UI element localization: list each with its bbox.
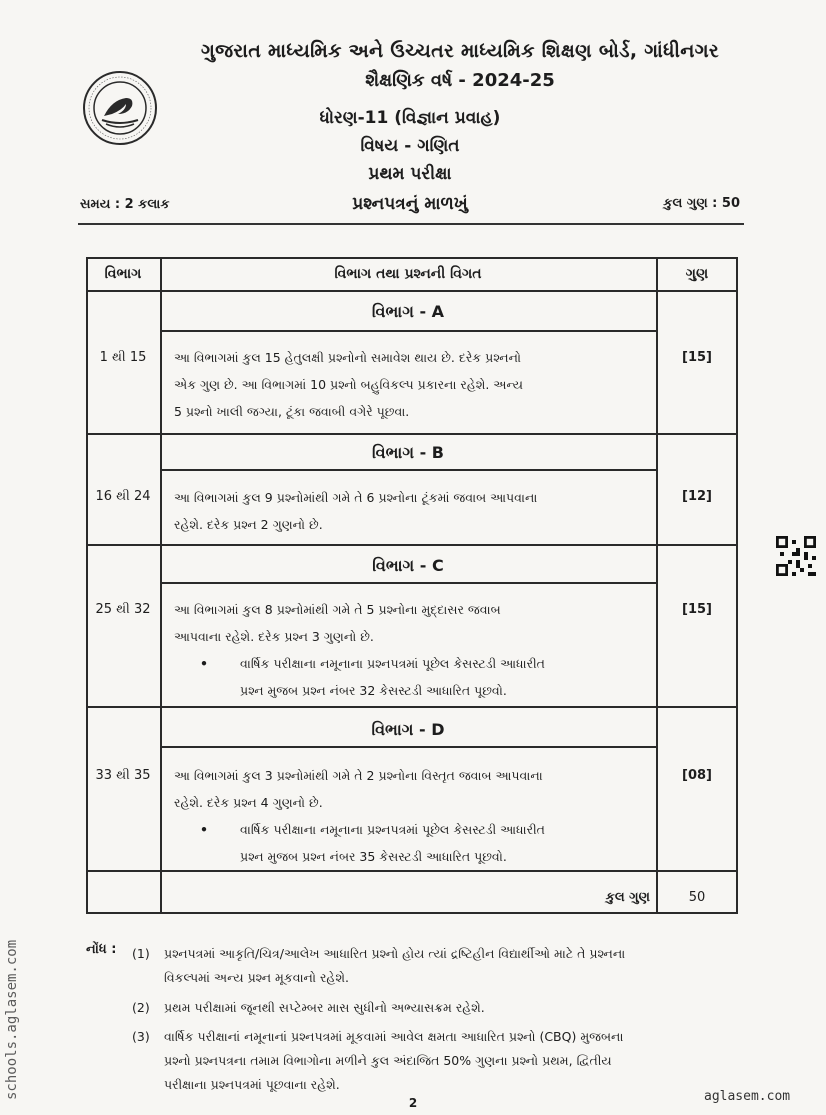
bullet-line: વાર્ષિક પરીક્ષાના નમૂનાના પ્રશ્નપત્રમાં પૂછેલ કેસસ્ટડી આધારીત [240, 656, 545, 671]
row-divider [86, 433, 738, 435]
note-item-1 [132, 942, 744, 990]
qr-code-icon [776, 536, 816, 576]
column-header-marks: ગુણ [685, 266, 709, 282]
section-title-divider [160, 582, 657, 584]
description-line: 5 પ્રશ્નો ખાલી જગ્યા, ટૂંકા જવાબી વગેરે પૂછવા. [174, 404, 410, 419]
section-title-divider [160, 746, 657, 748]
section-b-marks: [12] [682, 489, 712, 504]
section-c-range: 25 થી 32 [95, 602, 151, 617]
note-line: વાર્ષિક પરીક્ષાનાં નમૂનાનાં પ્રશ્નપત્રમાં મૂકવામાં આવેલ ક્ષમતા આધારિત પ્રશ્નો (CBQ) મુજબના [164, 1029, 624, 1044]
bullet-line: પ્રશ્ન મુજબ પ્રશ્ન નંબર 35 કેસસ્ટડી આધારિત પૂછવો. [240, 849, 507, 864]
description-line: એક ગુણ છે. આ વિભાગમાં 10 પ્રશ્નો બહુવિકલ્પ પ્રકારના રહેશે. અન્ય [174, 377, 523, 392]
description-line: રહેશે. દરેક પ્રશ્ન 4 ગુણનો છે. [174, 795, 323, 810]
section-a-marks: [15] [682, 350, 712, 365]
total-marks-header: કુલ ગુણ : 50 [663, 196, 740, 211]
bottom-watermark: aglasem.com [704, 1089, 791, 1104]
page-number: 2 [408, 1096, 418, 1110]
table-border-bottom [86, 912, 738, 914]
section-c-title: વિભાગ - C [372, 556, 444, 575]
subject-title: વિષય - ગણિત [360, 136, 460, 156]
note-number: (3) [132, 1029, 150, 1044]
section-d-range: 33 થી 35 [95, 768, 151, 783]
board-name: ગુજરાત માધ્યમિક અને ઉચ્ચતર માધ્યમિક શિક્ષણ બોર્ડ, ગાંધીનગર [200, 40, 719, 62]
bullet-icon: • [200, 656, 208, 671]
bullet-line: વાર્ષિક પરીક્ષાના નમૂનાના પ્રશ્નપત્રમાં પૂછેલ કેસસ્ટડી આધારીત [240, 822, 545, 837]
row-divider [86, 544, 738, 546]
section-b-description [174, 484, 650, 538]
column-divider [160, 257, 162, 914]
section-a-title: વિભાગ - A [371, 302, 445, 321]
section-c-description [174, 596, 650, 704]
description-line: આ વિભાગમાં કુલ 15 હેતુલક્ષી પ્રશ્નોનો સમાવેશ થાય છે. દરેક પ્રશ્નનો [174, 350, 522, 365]
note-item-3 [132, 1025, 744, 1097]
section-b-range: 16 થી 24 [95, 489, 151, 504]
bullet-icon: • [200, 822, 208, 837]
column-header-section: વિભાગ [104, 266, 142, 282]
note-line: પ્રશ્નપત્રમાં આકૃતિ/ચિત્ર/આલેખ આધારિત પ્રશ્નો હોય ત્યાં દ્રષ્ટિહીન વિદ્યાર્થીઓ માટે તે પ્રશ્નના [164, 946, 626, 961]
section-d-marks: [08] [682, 768, 712, 783]
section-a-description [174, 344, 650, 425]
paper-structure-title: પ્રશ્નપત્રનું માળખું [352, 194, 468, 214]
row-divider [86, 706, 738, 708]
note-item-2 [132, 996, 744, 1020]
total-marks-value: 50 [688, 890, 706, 905]
bullet-item [174, 650, 650, 677]
description-line: રહેશે. દરેક પ્રશ્ન 2 ગુણનો છે. [174, 517, 323, 532]
description-line: આપવાના રહેશે. દરેક પ્રશ્ન 3 ગુણનો છે. [174, 629, 374, 644]
side-watermark: schools.aglasem.com [4, 939, 20, 1100]
row-divider [86, 870, 738, 872]
header-divider [78, 223, 744, 225]
note-number: (2) [132, 1000, 150, 1015]
note-text [164, 996, 744, 1020]
bullet-line: પ્રશ્ન મુજબ પ્રશ્ન નંબર 32 કેસસ્ટડી આધારિત પૂછવો. [240, 683, 507, 698]
description-line: આ વિભાગમાં કુલ 9 પ્રશ્નોમાંથી ગમે તે 6 પ્રશ્નોના ટૂંકમાં જવાબ આપવાના [174, 490, 538, 505]
exam-duration: સમય : 2 કલાક [80, 197, 170, 212]
section-c-marks: [15] [682, 602, 712, 617]
section-d-description [174, 762, 650, 870]
note-text [164, 942, 744, 990]
section-a-range: 1 થી 15 [99, 350, 147, 365]
notes-heading: નોંધ : [86, 942, 117, 957]
bullet-item [174, 816, 650, 843]
note-text [164, 1025, 744, 1097]
note-line: વિકલ્પમાં અન્ય પ્રશ્ન મૂકવાનો રહેશે. [164, 970, 349, 985]
total-marks-label: કુલ ગુણ [605, 890, 650, 905]
column-header-details: વિભાગ તથા પ્રશ્નની વિગત [334, 266, 482, 282]
description-line: આ વિભાગમાં કુલ 8 પ્રશ્નોમાંથી ગમે તે 5 પ્રશ્નોના મુદ્દાસર જવાબ [174, 602, 501, 617]
standard-title: ધોરણ-11 (વિજ્ઞાન પ્રવાહ) [319, 108, 501, 128]
board-logo-icon [82, 70, 158, 146]
bullet-item [174, 843, 650, 870]
bullet-item [174, 677, 650, 704]
section-title-divider [160, 469, 657, 471]
exam-title: પ્રથમ પરીક્ષા [368, 164, 452, 184]
note-line: પરીક્ષાના પ્રશ્નપત્રમાં પૂછવાના રહેશે. [164, 1077, 340, 1092]
description-line: આ વિભાગમાં કુલ 3 પ્રશ્નોમાંથી ગમે તે 2 પ્રશ્નોના વિસ્તૃત જવાબ આપવાના [174, 768, 543, 783]
academic-year: શૈક્ષણિક વર્ષ - 2024-25 [365, 70, 555, 91]
section-b-title: વિભાગ - B [372, 443, 444, 462]
note-line: પ્રથમ પરીક્ષામાં જૂનથી સપ્ટેમ્બર માસ સુધીનો અભ્યાસક્રમ રહેશે. [164, 1000, 485, 1015]
section-d-title: વિભાગ - D [371, 720, 445, 739]
section-title-divider [160, 330, 657, 332]
note-number: (1) [132, 946, 150, 961]
row-divider [86, 290, 738, 292]
note-line: પ્રશ્નો પ્રશ્નપત્રના તમામ વિભાગોના મળીને કુલ અંદાજિત 50% ગુણના પ્રશ્નો પ્રથમ, દ્વિતીય [164, 1053, 612, 1068]
